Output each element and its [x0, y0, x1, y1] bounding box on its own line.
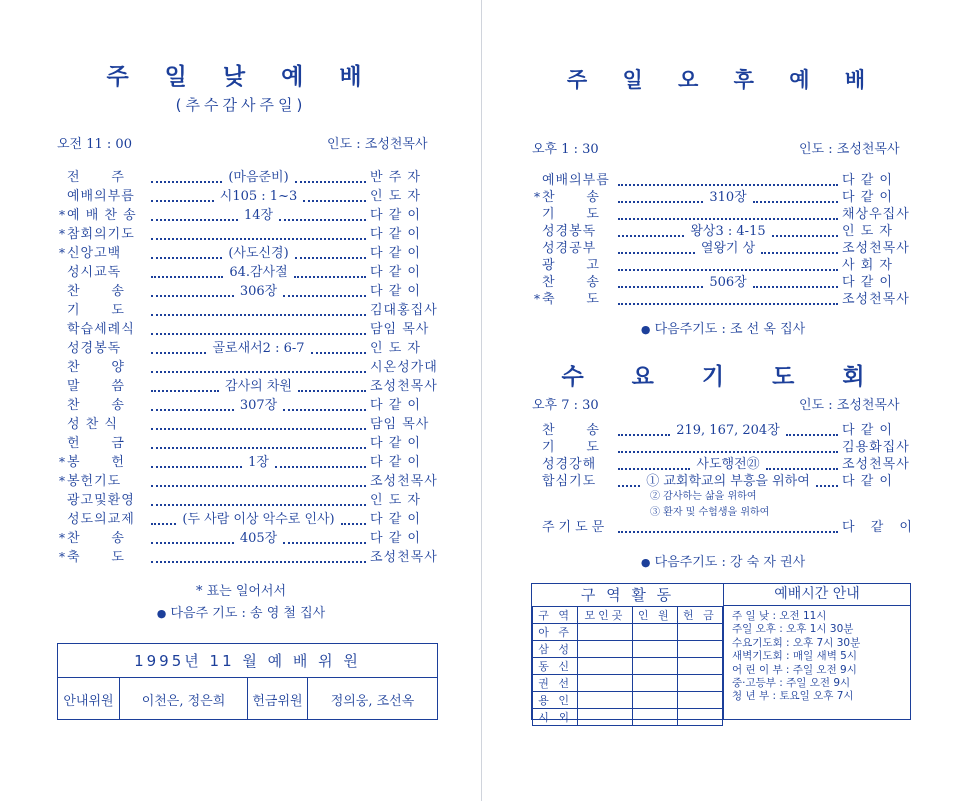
next-prayer-wednesday-text: 다음주기도 : 강 숙 자 권사 [654, 555, 806, 570]
district-cell [632, 692, 677, 709]
order-detail: (사도신경) [228, 246, 289, 261]
offering-names: 정의웅, 조선옥 [330, 693, 415, 709]
standing-mark: * [59, 531, 65, 545]
district-cell [578, 641, 632, 658]
district-cell [578, 624, 632, 641]
order-row [57, 225, 442, 244]
guide-label: 안내위원 [58, 678, 120, 720]
order-row [57, 453, 442, 472]
schedule-line: 주 일 낮 : 오전 11시 [732, 610, 827, 622]
order-person: 다 같 이 [370, 227, 421, 242]
order-row [532, 240, 912, 257]
order-detail: 시105 : 1~3 [219, 189, 298, 204]
order-row [532, 189, 912, 206]
order-detail: 219, 167, 204장 [676, 423, 780, 438]
order-detail: (두 사람 이상 악수로 인사) [182, 512, 335, 527]
order-label: 축 도 [542, 292, 600, 307]
table-row [533, 675, 723, 692]
order-label: 찬 송 [542, 275, 600, 290]
order-row [57, 415, 442, 434]
order-label: 봉 헌 [67, 455, 125, 470]
district-cell [677, 641, 722, 658]
order-label: 성경강해 [542, 457, 597, 472]
schedule-line: 새벽기도회 : 매일 새벽 5시 [732, 650, 857, 663]
order-row [57, 510, 442, 529]
order-person: 다 같 이 [842, 173, 893, 188]
order-label: 예배의부름 [542, 173, 610, 188]
order-detail: (마음준비) [228, 170, 289, 185]
district-cell [632, 675, 677, 692]
prayer-topic-3: ③ 환자 및 수험생을 위하여 [650, 507, 770, 518]
district-name: 용 인 [533, 692, 578, 709]
order-row [532, 456, 912, 473]
order-row [57, 548, 442, 567]
order-detail: 310장 [709, 190, 747, 205]
order-label: 찬 송 [542, 190, 600, 205]
order-person: 조성천목사 [370, 550, 438, 565]
order-person: 채상우집사 [842, 207, 910, 222]
district-cell [578, 675, 632, 692]
order-person: 조성천목사 [842, 457, 910, 472]
order-person: 다 같 이 [370, 208, 421, 223]
order-label: 기 도 [542, 440, 600, 455]
bullet-icon: ● [640, 323, 651, 336]
order-detail: 골로새서2 : 6-7 [212, 341, 305, 356]
order-row [57, 529, 442, 548]
table-row [533, 658, 723, 675]
district-column-header: 구 역 [533, 607, 578, 624]
district-cell [677, 692, 722, 709]
schedule-line: 중·고등부 : 주일 오전 9시 [732, 677, 851, 690]
order-label: 성경봉독 [67, 341, 122, 356]
order-row [532, 206, 912, 223]
district-cell [677, 658, 722, 675]
district-column-header: 인 원 [632, 607, 677, 624]
order-label: 성도의교제 [67, 512, 135, 527]
order-detail: 열왕기 상 [700, 241, 756, 256]
order-row [532, 422, 912, 439]
order-row [532, 439, 912, 456]
district-cell [632, 641, 677, 658]
order-person: 김용화집사 [842, 440, 910, 455]
order-label: 광고및환영 [67, 493, 135, 508]
order-detail: ① 교회학교의 부흥을 위하여 [646, 474, 810, 489]
lords-prayer-person: 다 같 이 [842, 520, 918, 535]
order-row [532, 172, 912, 189]
sunday-morning-title: 주 일 낮 예 배 [106, 64, 376, 90]
order-person: 조성천목사 [370, 379, 438, 394]
order-label: 찬 송 [67, 531, 125, 546]
district-cell [632, 624, 677, 641]
district-cell [578, 658, 632, 675]
lords-prayer-label: 주기도문 [542, 520, 609, 535]
standing-mark: * [59, 550, 65, 564]
district-name: 아 주 [533, 624, 578, 641]
order-label: 예배의부름 [67, 189, 135, 204]
wednesday-leader: 인도 : 조성천목사 [799, 398, 900, 413]
order-label: 광 고 [542, 258, 600, 273]
schedule-line: 어 린 이 부 : 주일 오전 9시 [732, 663, 857, 676]
district-cell [632, 709, 677, 726]
guide-names: 이천은, 정은희 [120, 678, 248, 720]
order-person: 인 도 자 [842, 224, 893, 239]
sunday-afternoon-time: 오후 1 : 30 [532, 142, 599, 157]
order-label: 헌 금 [67, 436, 125, 451]
order-row [57, 206, 442, 225]
district-cell [578, 709, 632, 726]
standing-mark: * [59, 455, 65, 469]
order-label: 찬 송 [67, 284, 125, 299]
standing-mark: * [59, 208, 65, 222]
order-detail: 405장 [239, 531, 278, 546]
standing-mark: * [59, 246, 65, 260]
schedule-line: 청 년 부 : 토요일 오후 7시 [732, 690, 854, 703]
order-row [57, 244, 442, 263]
order-label: 성경봉독 [542, 224, 597, 239]
order-person: 다 같 이 [370, 512, 421, 527]
order-row [532, 223, 912, 240]
wednesday-title: 수 요 기 도 회 [561, 364, 885, 390]
order-label: 찬 양 [67, 360, 125, 375]
order-row [57, 282, 442, 301]
order-detail: 307장 [239, 398, 278, 413]
order-detail: 사도행전㉑ [696, 457, 760, 472]
next-prayer-wednesday [482, 551, 964, 570]
bullet-icon: ● [156, 607, 167, 620]
next-prayer-morning [0, 602, 482, 621]
schedule-header: 예배시간 안내 [724, 584, 910, 606]
sunday-morning-leader: 인도 : 조성천목사 [327, 137, 428, 152]
order-person: 인 도 자 [370, 341, 421, 356]
sunday-afternoon-title: 주 일 오 후 예 배 [566, 68, 880, 92]
order-row [57, 396, 442, 415]
district-table [532, 606, 723, 726]
district-cell [677, 709, 722, 726]
order-row [57, 491, 442, 510]
order-row [57, 434, 442, 453]
order-detail: 506장 [709, 275, 747, 290]
order-person: 다 같 이 [842, 275, 893, 290]
order-label: 기 도 [542, 207, 600, 222]
order-person: 다 같 이 [842, 423, 893, 438]
order-label: 기 도 [67, 303, 125, 318]
order-person: 다 같 이 [842, 190, 893, 205]
order-label: 봉헌기도 [67, 474, 122, 489]
order-person: 다 같 이 [842, 474, 893, 489]
district-name: 동 신 [533, 658, 578, 675]
order-label: 참회의기도 [67, 227, 135, 242]
order-detail: 왕상3 : 4-15 [690, 224, 766, 239]
order-person: 인 도 자 [370, 493, 421, 508]
order-person: 다 같 이 [370, 531, 421, 546]
table-row [533, 624, 723, 641]
order-person: 다 같 이 [370, 436, 421, 451]
order-row [57, 377, 442, 396]
order-label: 성시교독 [67, 265, 122, 280]
sunday-afternoon-leader: 인도 : 조성천목사 [799, 142, 900, 157]
order-row [532, 291, 912, 308]
order-row [57, 320, 442, 339]
district-cell [677, 624, 722, 641]
order-label: 성 찬 식 [67, 417, 118, 432]
table-row [533, 692, 723, 709]
order-label: 신앙고백 [67, 246, 122, 261]
order-person: 다 같 이 [370, 284, 421, 299]
order-label: 전 주 [67, 170, 125, 185]
standing-note: * 표는 일어서서 [195, 584, 287, 599]
schedule-line: 주일 오후 : 오후 1시 30분 [732, 623, 854, 636]
order-person: 조성천목사 [842, 292, 910, 307]
sunday-morning-subtitle: (추수감사주일) [175, 96, 307, 114]
order-row [57, 301, 442, 320]
district-cell [578, 692, 632, 709]
order-person: 인 도 자 [370, 189, 421, 204]
district-header: 구 역 활 동 [580, 586, 675, 604]
district-cell [632, 658, 677, 675]
order-row [532, 473, 912, 490]
wednesday-order [532, 422, 912, 490]
worship-schedule [723, 583, 911, 720]
district-name: 삼 성 [533, 641, 578, 658]
district-activity [531, 583, 723, 724]
table-row [533, 641, 723, 658]
standing-mark: * [534, 190, 540, 204]
order-row [57, 168, 442, 187]
order-label: 찬 송 [542, 423, 600, 438]
order-person: 다 같 이 [370, 265, 421, 280]
order-label: 찬 송 [67, 398, 125, 413]
next-prayer-morning-text: 다음주 기도 : 송 영 철 집사 [170, 606, 326, 621]
worship-committee [57, 643, 438, 720]
next-prayer-afternoon-text: 다음주기도 : 조 선 옥 집사 [654, 322, 806, 337]
order-row [57, 472, 442, 491]
order-label: 합심기도 [542, 474, 597, 489]
table-row [533, 709, 723, 726]
order-person: 다 같 이 [370, 246, 421, 261]
order-detail: 감사의 차원 [225, 379, 292, 394]
committee-header: 1995년 11 월 예 배 위 원 [58, 644, 437, 678]
order-label: 축 도 [67, 550, 125, 565]
next-prayer-afternoon [482, 318, 964, 337]
sunday-morning-time: 오전 11 : 00 [57, 137, 132, 152]
order-row [57, 358, 442, 377]
order-row [57, 263, 442, 282]
district-column-header: 모인곳 [578, 607, 632, 624]
order-person: 다 같 이 [370, 455, 421, 470]
sunday-afternoon-order [532, 172, 912, 308]
order-person: 조성천목사 [370, 474, 438, 489]
order-row [532, 257, 912, 274]
order-label: 성경공부 [542, 241, 597, 256]
prayer-topics [650, 489, 769, 521]
standing-mark: * [534, 292, 540, 306]
district-cell [677, 675, 722, 692]
order-person: 담임 목사 [370, 417, 430, 432]
standing-mark: * [59, 227, 65, 241]
order-person: 다 같 이 [370, 398, 421, 413]
sunday-morning-order [57, 168, 442, 567]
order-person: 담임 목사 [370, 322, 430, 337]
order-row [532, 274, 912, 291]
order-person: 시온성가대 [370, 360, 438, 375]
order-detail: 64.감사절 [229, 265, 288, 280]
wednesday-time: 오후 7 : 30 [532, 398, 599, 413]
order-detail: 14장 [243, 208, 274, 223]
order-person: 사 회 자 [842, 258, 893, 273]
bullet-icon: ● [640, 556, 651, 569]
order-label: 학습세례식 [67, 322, 135, 337]
standing-mark: * [59, 474, 65, 488]
order-detail: 306장 [239, 284, 278, 299]
lords-prayer-row [532, 518, 918, 537]
order-person: 조성천목사 [842, 241, 910, 256]
order-label: 예 배 찬 송 [67, 208, 137, 223]
district-name: 권 선 [533, 675, 578, 692]
order-row [57, 339, 442, 358]
order-person: 김대홍집사 [370, 303, 438, 318]
order-label: 말 씀 [67, 379, 125, 394]
order-row [57, 187, 442, 206]
schedule-line: 수요기도회 : 오후 7시 30분 [732, 636, 861, 649]
district-column-header: 헌 금 [677, 607, 722, 624]
order-detail: 1장 [248, 455, 269, 470]
district-name: 시 외 [533, 709, 578, 726]
offering-label: 헌금위원 [248, 678, 308, 720]
prayer-topic-2: ② 감사하는 삶을 위하여 [650, 491, 757, 502]
order-person: 반 주 자 [370, 170, 421, 185]
